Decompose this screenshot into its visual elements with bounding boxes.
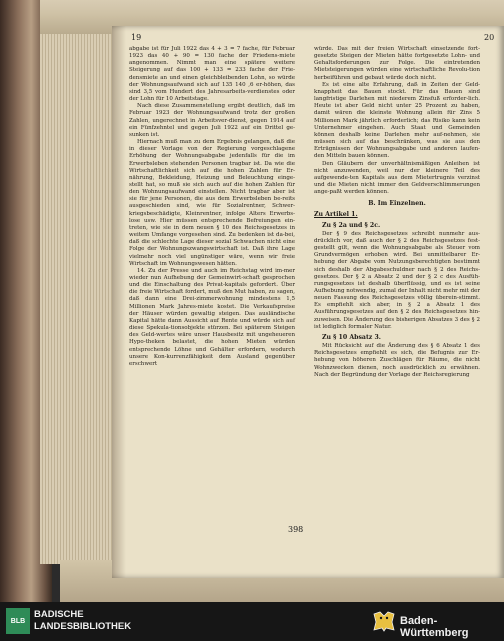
page-footer-number: 398: [288, 525, 304, 534]
right-paragraph: Den Gläubern der unverhältnismäßigen Anleihen ist nicht anzuwenden, weil nur der kleinere Teil des aufgewende-ten Kapitals aus dem Mietertrugnis verzinst und die Mieten nicht immer den Geldverschlimmerungen ange-paßt werden können.: [314, 160, 480, 196]
blb-name[interactable]: [34, 609, 131, 633]
article-heading: Zu Artikel 1.: [314, 211, 358, 219]
blb-logo[interactable]: BLB: [6, 608, 30, 634]
left-text-column: [129, 46, 295, 368]
left-paragraph: Nach diese Zusammenstellung ergibt deutlich, daß im Februar 1923 der Wohnungsaufwand trotz der großen Zahlen, ungerechnet in Arbeitsver-dienst, gegen 1914 auf ein Fünfzehntel und gegen Juli 1922 auf ein Drittel ge-sunken ist.: [129, 103, 295, 138]
blb-name-line2: LANDESBIBLIOTHEK: [34, 621, 132, 632]
section-heading: B. Im Einzelnen.: [368, 200, 426, 208]
right-page-number: 20: [484, 33, 495, 42]
right-paragraph: würde. Das mit der freien Wirtschaft einsetzende fort-gesetzte Steigen der Mieten hätte fortgesetzte Lohn- und Gehaltsforderungen zur Folge. Die eintretenden Mietsteigerungen würden eine wirtschaftliche Revolu-tion herbeiführen und gebaut würde doch nicht.: [314, 46, 480, 81]
right-paragraph: Mit Rücksicht auf die Änderung des § 6 Absatz 1 des Reichsgesetzes empfiehlt es sich, die Befugnis zur Er-hebung von höheren Zuschlägen für Räume, die nicht Wohnzwecken dienen, noch ausdrücklich zu erwähnen. Nach der Begründung der Vorlage der Reichsregierung: [314, 343, 480, 378]
right-paragraph: Es ist eine alte Erfahrung, daß in Zeiten der Geld-knappheit das Bauen stockt. Für das Bauen sind langfristige Darlehen mit niederem Zinsfuß erforder-lich. Heute ist aber Geld nicht unter 25 Prozent zu haben, damit wären die kleinste Wohnung allein für Zins 5 Millionen Mark jährlich erforderlich; das Risiko kann kein Unternehmer eingehen. Auch Staat und Gemeinden können deshalb keine Darlehen mehr auf-nehmen, sie müssen sich auf das beschränken, was sie aus den Erträgnissen der Wohnungsabgabe und anderen laufen-den Mitteln bauen können.: [314, 81, 480, 160]
left-paragraph: abgabe ist für Juli 1922 das 4 + 3 = 7 fache, für Februar 1923 das 40 + 90 = 130 fache der Friedens-miete angenommen. Nimmt man eine spätere weitere Steigerung auf das 100 + 133 = 233 fache der Frie-densmiete an und einen gleichbleibenden Lohn, so würde der Wohnungsaufwand sich auf 135 140 ,6 er-höhen, das sind 3,5 vom Hundert des Jahresarbeits-verdienstes oder der Lohn für 10 Arbeitstage.: [129, 46, 295, 103]
subsection-heading: Zu § 10 Absatz 3.: [322, 333, 381, 341]
left-page-number: 19: [131, 33, 142, 42]
page-stack-side: [40, 34, 114, 564]
right-text-column: [314, 46, 480, 379]
subsection-heading: Zu § 2a und § 2c.: [322, 221, 381, 229]
blb-name-line1: BADISCHE: [34, 609, 84, 620]
baden-wuerttemberg-name[interactable]: Baden-Württemberg: [400, 615, 469, 639]
right-paragraph: Der § 9 des Reichsgesetzes schreibt nunmehr aus-drücklich vor, daß auch der § 2 des Reichsgesetzes fest-gestellt gilt, wenn die Wohnungsabgabe als Steuer vom Grundvermögen erhoben wird. Bei unmittelbarer Er-hebung der Abgabe vom Nutzungsberechtigten bestimmt sich deshalb der Abgabeschuldner nach § 2 des Reichs-gesetzes. Der § 2 a Absatz 2 und der § 2 c des Ausfüh-rungsgesetzes ist deshalb überflüssig, und es ist seine Aufhebung notwendig, zumal der Inhalt nicht mehr mit der neuen Fassung des Reichsgesetzes völlig überein-stimmt. Es empfiehlt sich aber, in § 2 a Absatz 1 des Ausführungsgesetzes auf den § 2 des Reichsgesetzes hin-zuweisen. Die Änderung des bisherigen Absatzes 3 des § 2 ist lediglich formaler Natur.: [314, 230, 480, 330]
baden-wuerttemberg-lion-icon: [372, 610, 396, 632]
left-paragraph: Hiernach muß man zu dem Ergebnis gelangen, daß die in dieser Vorlage von der Regierung vorgeschlagene Erhöhung der Wohnungsabgabe jedenfalls für die im Erwerbsleben stehenden Personen tragbar ist. Da wie die Wirtschaftlichkeit sich auf die hohen Zahlen für Er-nährung, Bekleidung, Heizung und Beleuchtung einge-stellt hat, so muß sie sich auch auf die hohen Zahlen für den Wohnungsaufwand einstellen. Nicht tragbar aber ist sie für jene Personen, die aus dem Erwerbsleben be-reits ausgeschieden sind, wie für Sozialrentner, Schwer-kriegsbeschädigte, Kleinrentner, infolge Alters Erwerbs-lose usw. Hier müssen entsprechende Befreiungen ein-treten, wie sie in dem neuen § 10 des Reichsgesetzes in weitem Umfange vorgesehen sind. Zu bedenken ist da-bei, daß die schlechte Lage dieser sozial Schwachen nicht eine Folge der Wohnungszwangswirtschaft ist. Daß ihre Lage vielmehr noch viel ungünstiger wäre, wenn wir freie Wirtschaft im Wohnungswesen hätten.: [129, 139, 295, 267]
left-paragraph: 14. Zu der Presse und auch im Reichstag wird im-mer wieder nun Aufhebung der Gemeinwirt-schaft gesprochen und die Einschaltung des Privat-kapitals gefordert. Über die freie Wirtschaft fordert, muß den Mut haben, zu sagen, daß dann eine Drei-zimmerwohnung mindestens 1,5 Millionen Mark Jahres-miete kostet. Die Verkaufspreise der Häuser würden gewaltig steigen. Das ausländische Kapital hätte dann Aussicht auf Rente und würde sich auf diese Spekula-tionsobjekte stürzen. Bei späterem Steigen des Geld-wertes wäre unser Hausbesitz mit ungeheueren Hypo-theken belastet, die hohen Mieten würden entsprechende Löhne und Gehälter erfordern, wodurch unsere Kon-kurrenzfähigkeit dem Ausland gegenüber erschwert: [129, 267, 295, 367]
gutter-shadow: [112, 26, 126, 578]
